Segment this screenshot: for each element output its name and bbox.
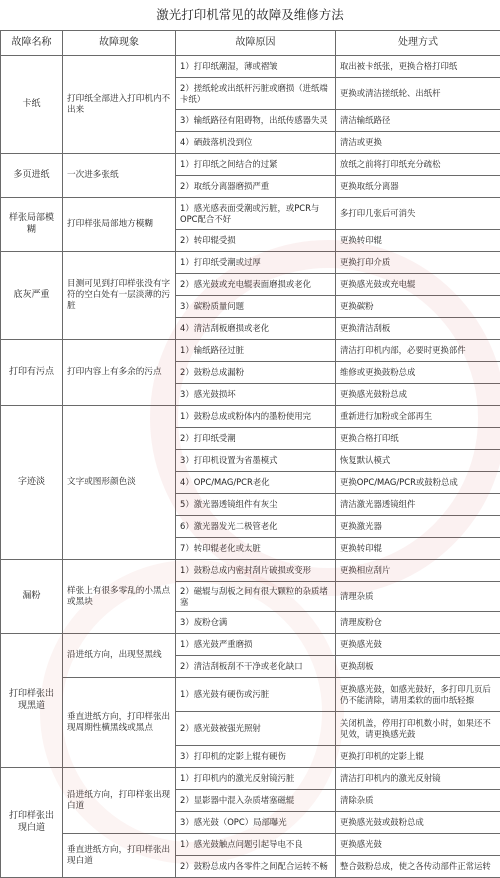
- table-row: [1, 56, 500, 78]
- fault-fix-cell: 更换清洁刮板: [336, 318, 500, 340]
- fault-name-cell: 卡纸: [1, 56, 63, 154]
- fault-fix-cell: 更换或清洁搓纸轮、出纸杆: [336, 78, 500, 110]
- fault-table: [0, 30, 500, 878]
- fault-cause-cell: 3）废粉仓满: [176, 612, 336, 634]
- table-row: [1, 634, 500, 656]
- fault-fix-cell: 更换转印辊: [336, 230, 500, 252]
- fault-fix-cell: 多打印几张后可消失: [336, 198, 500, 230]
- fault-cause-cell: 3）输纸路径有阻碍物，出纸传感器失灵: [176, 110, 336, 132]
- fault-cause-cell: 2）搓纸轮或出纸杆污脏或磨损（进纸端卡纸）: [176, 78, 336, 110]
- fault-cause-cell: 2）清洁刮板刮不干净或老化缺口: [176, 656, 336, 678]
- fault-fix-cell: 整合鼓粉总成，使之各传动部件正常运转: [336, 856, 500, 878]
- fault-cause-cell: 4）清洁刮板磨损或老化: [176, 318, 336, 340]
- fault-phenomenon-cell: 沿进纸方向，出现竖黑线: [63, 634, 176, 678]
- fault-cause-cell: 1）输纸路径过脏: [176, 340, 336, 362]
- fault-phenomenon-cell: 目测可见到打印样张没有字符的空白处有一层淡薄的污脏: [63, 252, 176, 340]
- fault-cause-cell: 1）打印纸受潮或过厚: [176, 252, 336, 274]
- fault-fix-cell: 清洁打印机内部，必要时更换部件: [336, 340, 500, 362]
- fault-fix-cell: 更换感光鼓或鼓粉总成: [336, 812, 500, 834]
- fault-cause-cell: 1）打印纸潮湿，薄或褶皱: [176, 56, 336, 78]
- fault-cause-cell: 1）感光鼓触点问题引起导电不良: [176, 834, 336, 856]
- fault-fix-cell: 清洁或更换: [336, 132, 500, 154]
- fault-table-body: [1, 56, 500, 878]
- fault-name-cell: 打印样张出现白道: [1, 768, 63, 878]
- fault-fix-cell: 更换感光鼓: [336, 634, 500, 656]
- fault-phenomenon-cell: 样张上有很多零乱的小黑点或黑块: [63, 560, 176, 634]
- fault-cause-cell: 1）感光感表面受潮或污脏，或PCR与OPC配合不好: [176, 198, 336, 230]
- fault-cause-cell: 3）打印机设置为省墨模式: [176, 450, 336, 472]
- table-row: [1, 340, 500, 362]
- header-cell: 故障名称: [1, 31, 63, 56]
- fault-fix-cell: 更换感光鼓: [336, 834, 500, 856]
- fault-fix-cell: 更换打印机的定影上辊: [336, 746, 500, 768]
- fault-fix-cell: 更换打印介质: [336, 252, 500, 274]
- fault-fix-cell: 清除杂质: [336, 790, 500, 812]
- fault-phenomenon-cell: 打印内容上有多余的污点: [63, 340, 176, 406]
- fault-fix-cell: 更换碳粉: [336, 296, 500, 318]
- fault-fix-cell: 放纸之前将打印纸充分疏松: [336, 154, 500, 176]
- table-row: [1, 154, 500, 176]
- fault-cause-cell: 3）碳粉质量问题: [176, 296, 336, 318]
- fault-cause-cell: 1）鼓粉总成内密封刮片破损或变形: [176, 560, 336, 582]
- table-row: [1, 198, 500, 230]
- fault-cause-cell: 2）打印纸受潮: [176, 428, 336, 450]
- fault-fix-cell: 清洁输纸路径: [336, 110, 500, 132]
- fault-fix-cell: 更换激光器: [336, 516, 500, 538]
- fault-cause-cell: 2）鼓粉总成漏粉: [176, 362, 336, 384]
- fault-cause-cell: 3）感光鼓损坏: [176, 384, 336, 406]
- header-cell: 处理方式: [336, 31, 500, 56]
- table-row: [1, 560, 500, 582]
- table-row: [1, 678, 500, 712]
- fault-phenomenon-cell: 打印样张局部地方模糊: [63, 198, 176, 252]
- fault-name-cell: 底灰严重: [1, 252, 63, 340]
- header-cell: 故障现象: [63, 31, 176, 56]
- fault-cause-cell: 2）感光鼓或充电辊表面磨损或老化: [176, 274, 336, 296]
- table-row: [1, 768, 500, 790]
- fault-fix-cell: 关闭机盖，停用打印机数小时，如果还不见效，请更换感光鼓: [336, 712, 500, 746]
- fault-cause-cell: 1）打印机内的激光反射镜污脏: [176, 768, 336, 790]
- fault-fix-cell: 更换刮板: [336, 656, 500, 678]
- fault-fix-cell: 清洁打印机内的激光反射镜: [336, 768, 500, 790]
- fault-fix-cell: 更换感光鼓粉总成: [336, 384, 500, 406]
- fault-phenomenon-cell: 垂直进纸方向，打印样张出现白道: [63, 834, 176, 878]
- table-row: [1, 252, 500, 274]
- fault-cause-cell: 2）显影器中混入杂质堵塞磁辊: [176, 790, 336, 812]
- fault-name-cell: 打印有污点: [1, 340, 63, 406]
- fault-fix-cell: 更换取纸分离器: [336, 176, 500, 198]
- fault-cause-cell: 4）OPC/MAG/PCR老化: [176, 472, 336, 494]
- fault-phenomenon-cell: 垂直进纸方向，打印样张出现周期性横黑线或黑点: [63, 678, 176, 768]
- fault-fix-cell: 更换感光鼓或充电辊: [336, 274, 500, 296]
- fault-cause-cell: 2）取纸分离器磨损严重: [176, 176, 336, 198]
- fault-name-cell: 多页进纸: [1, 154, 63, 198]
- fault-cause-cell: 7）转印辊老化或太脏: [176, 538, 336, 560]
- fault-cause-cell: 2）磁辊与刮板之间有很大颗粒的杂质堵塞: [176, 582, 336, 612]
- fault-phenomenon-cell: 打印纸全部进入打印机内不出来: [63, 56, 176, 154]
- fault-phenomenon-cell: 沿进纸方向，打印样张出现白道: [63, 768, 176, 834]
- fault-cause-cell: 2）感光鼓被强光照射: [176, 712, 336, 746]
- fault-fix-cell: 取出被卡纸张，更换合格打印纸: [336, 56, 500, 78]
- fault-cause-cell: 1）感光鼓有硬伤或污脏: [176, 678, 336, 712]
- fault-name-cell: 字迹淡: [1, 406, 63, 560]
- fault-phenomenon-cell: 文字或图形颜色淡: [63, 406, 176, 560]
- fault-fix-cell: 重新进行加粉或全部再生: [336, 406, 500, 428]
- fault-cause-cell: 1）感光鼓严重磨损: [176, 634, 336, 656]
- fault-fix-cell: 更换OPC/MAG/PCR或鼓粉总成: [336, 472, 500, 494]
- fault-fix-cell: 恢复默认模式: [336, 450, 500, 472]
- fault-name-cell: 打印样张出现黑道: [1, 634, 63, 768]
- fault-fix-cell: 更换相应刮片: [336, 560, 500, 582]
- fault-fix-cell: 更换转印辊: [336, 538, 500, 560]
- fault-fix-cell: 清理杂质: [336, 582, 500, 612]
- fault-name-cell: 漏粉: [1, 560, 63, 634]
- fault-cause-cell: 3）打印机的定影上辊有硬伤: [176, 746, 336, 768]
- fault-cause-cell: 1）鼓粉总成或粉体内的墨粉使用完: [176, 406, 336, 428]
- fault-cause-cell: 2）转印辊受损: [176, 230, 336, 252]
- fault-cause-cell: 3）感光鼓（OPC）局部曝光: [176, 812, 336, 834]
- fault-cause-cell: 4）硒鼓落机没到位: [176, 132, 336, 154]
- fault-name-cell: 样张局部模糊: [1, 198, 63, 252]
- fault-fix-cell: 清洁激光器透镜组件: [336, 494, 500, 516]
- fault-phenomenon-cell: 一次进多张纸: [63, 154, 176, 198]
- header-cell: 故障原因: [176, 31, 336, 56]
- fault-fix-cell: 更换合格打印纸: [336, 428, 500, 450]
- table-header-row: [1, 31, 500, 56]
- page-title: 激光打印机常见的故障及维修方法: [0, 0, 500, 30]
- fault-cause-cell: 2）鼓粉总成内各零件之间配合运转不畅: [176, 856, 336, 878]
- fault-cause-cell: 6）激光器发光二极管老化: [176, 516, 336, 538]
- fault-cause-cell: 5）激光器透镜组件有灰尘: [176, 494, 336, 516]
- fault-fix-cell: 更换感光鼓，如感光鼓好，多打印几页后仍不能清除，请用柔软的面巾纸轻擦: [336, 678, 500, 712]
- fault-fix-cell: 维修或更换鼓粉总成: [336, 362, 500, 384]
- table-row: [1, 406, 500, 428]
- fault-fix-cell: 清理废粉仓: [336, 612, 500, 634]
- table-row: [1, 834, 500, 856]
- fault-cause-cell: 1）打印纸之间结合的过紧: [176, 154, 336, 176]
